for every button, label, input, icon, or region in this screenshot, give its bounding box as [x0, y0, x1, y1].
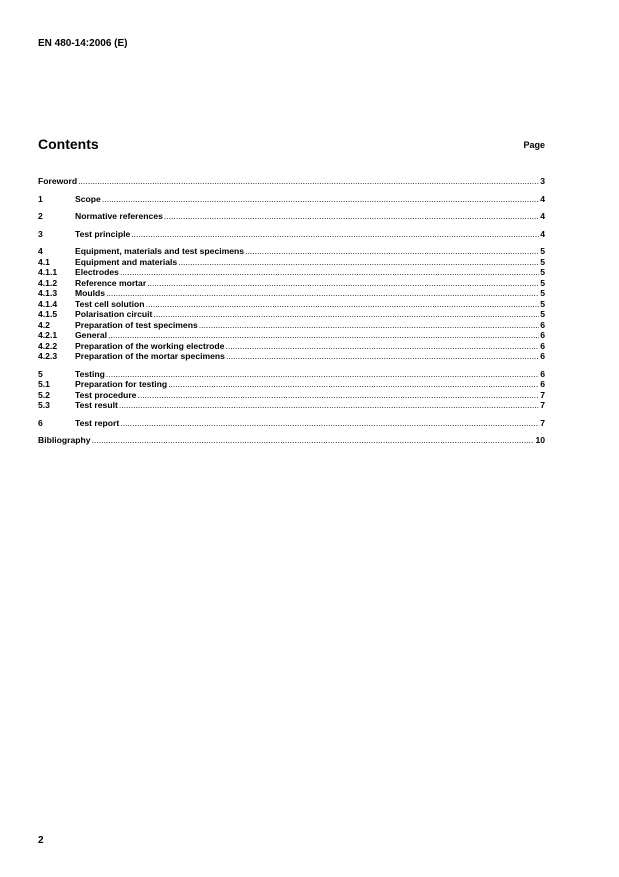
- toc-page: 6: [540, 340, 545, 351]
- document-identifier: EN 480-14:2006 (E): [38, 38, 128, 49]
- dot-leader: [147, 278, 539, 289]
- toc-entry-testing[interactable]: [38, 369, 545, 380]
- toc-number: 5.3: [38, 400, 50, 410]
- toc-title: General: [75, 330, 108, 340]
- dot-leader: [106, 288, 539, 299]
- toc-entry-moulds[interactable]: [38, 288, 545, 299]
- toc-entry-bibliography[interactable]: [38, 435, 545, 446]
- toc-entry-equipment-and-materials[interactable]: [38, 257, 545, 268]
- toc-number: 5.2: [38, 389, 50, 400]
- toc-entry-test-result[interactable]: [38, 400, 545, 411]
- toc-title: Polarisation circuit: [75, 309, 153, 319]
- dot-leader: [153, 309, 539, 320]
- toc-entry-test-cell-solution[interactable]: [38, 299, 545, 310]
- toc-number: 4.1.3: [38, 288, 58, 298]
- dot-leader: [131, 229, 539, 240]
- toc-title: Test result: [75, 400, 118, 410]
- toc-number: 6: [38, 417, 43, 428]
- toc-title: Foreword: [38, 176, 78, 186]
- dot-leader: [199, 320, 539, 331]
- table-of-contents: [38, 176, 545, 446]
- dot-leader: [225, 341, 539, 352]
- toc-number: 4.2: [38, 319, 50, 330]
- toc-entry-preparation-mortar-specimens[interactable]: [38, 351, 545, 362]
- toc-page: 4: [540, 211, 545, 221]
- toc-page: 6: [540, 368, 545, 379]
- dot-leader: [120, 267, 539, 278]
- toc-entry-equipment-materials-specimens[interactable]: [38, 246, 545, 257]
- toc-title: Normative references: [75, 211, 163, 221]
- toc-page: 3: [540, 176, 545, 186]
- toc-number: 4.1.2: [38, 277, 58, 288]
- toc-page: 7: [540, 400, 545, 410]
- dot-leader: [119, 400, 539, 411]
- toc-number: 4: [38, 246, 43, 256]
- toc-page: 5: [540, 298, 545, 309]
- toc-number: 4.1: [38, 256, 50, 267]
- toc-number: 1: [38, 193, 43, 204]
- toc-entry-normative-references[interactable]: [38, 211, 545, 222]
- toc-entry-reference-mortar[interactable]: [38, 278, 545, 289]
- toc-page: 4: [540, 193, 545, 204]
- dot-leader: [168, 379, 539, 390]
- toc-title: Preparation of the working electrode: [75, 340, 225, 351]
- toc-title: Test principle: [75, 228, 131, 239]
- toc-page: 4: [540, 228, 545, 239]
- toc-number: 4.1.1: [38, 267, 58, 277]
- dot-leader: [106, 369, 539, 380]
- toc-title: Test cell solution: [75, 298, 145, 309]
- toc-title: Moulds: [75, 288, 106, 298]
- toc-page: 7: [540, 389, 545, 400]
- toc-page: 10: [535, 435, 545, 445]
- toc-entry-test-report[interactable]: [38, 418, 545, 429]
- page-column-heading: Page: [523, 140, 545, 150]
- dot-leader: [226, 351, 539, 362]
- toc-title: Electrodes: [75, 267, 119, 277]
- toc-page: 5: [540, 256, 545, 267]
- toc-number: 4.2.1: [38, 330, 58, 340]
- toc-title: Scope: [75, 193, 101, 204]
- toc-title: Preparation of the mortar specimens: [75, 351, 225, 361]
- toc-page: 5: [540, 288, 545, 298]
- toc-number: 5: [38, 368, 43, 379]
- toc-page: 5: [540, 277, 545, 288]
- toc-number: 4.1.4: [38, 298, 58, 309]
- toc-entry-general[interactable]: [38, 330, 545, 341]
- contents-heading: Contents: [38, 136, 99, 152]
- dot-leader: [146, 299, 540, 310]
- toc-page: 6: [540, 379, 545, 389]
- toc-title: Preparation of test specimens: [75, 319, 198, 330]
- toc-number: 3: [38, 228, 43, 239]
- toc-title: Testing: [75, 368, 105, 379]
- toc-page: 6: [540, 351, 545, 361]
- toc-entry-scope[interactable]: [38, 194, 545, 205]
- toc-title: Test procedure: [75, 389, 137, 400]
- toc-number: 4.2.3: [38, 351, 58, 361]
- toc-page: 7: [540, 417, 545, 428]
- dot-leader: [178, 257, 539, 268]
- dot-leader: [120, 418, 539, 429]
- toc-number: 4.1.5: [38, 309, 58, 319]
- toc-page: 5: [540, 309, 545, 319]
- page-number: 2: [38, 835, 44, 846]
- toc-entry-electrodes[interactable]: [38, 267, 545, 278]
- toc-page: 6: [540, 330, 545, 340]
- toc-page: 6: [540, 319, 545, 330]
- toc-title: Equipment, materials and test specimens: [75, 246, 245, 256]
- toc-entry-polarisation-circuit[interactable]: [38, 309, 545, 320]
- dot-leader: [102, 194, 539, 205]
- toc-page: 5: [540, 246, 545, 256]
- toc-title: Equipment and materials: [75, 256, 178, 267]
- dot-leader: [108, 330, 539, 341]
- toc-title: Bibliography: [38, 435, 91, 445]
- toc-number: 4.2.2: [38, 340, 58, 351]
- toc-number: 5.1: [38, 379, 50, 389]
- toc-title: Test report: [75, 417, 120, 428]
- toc-entry-preparation-of-test-specimens[interactable]: [38, 320, 545, 331]
- dot-leader: [245, 246, 539, 257]
- toc-page: 5: [540, 267, 545, 277]
- toc-entry-test-procedure[interactable]: [38, 390, 545, 401]
- toc-entry-preparation-working-electrode[interactable]: [38, 341, 545, 352]
- dot-leader: [78, 176, 539, 187]
- toc-entry-test-principle[interactable]: [38, 229, 545, 240]
- toc-entry-foreword[interactable]: [38, 176, 545, 187]
- toc-title: Reference mortar: [75, 277, 147, 288]
- dot-leader: [92, 435, 535, 446]
- dot-leader: [137, 390, 539, 401]
- toc-title: Preparation for testing: [75, 379, 168, 389]
- dot-leader: [164, 211, 539, 222]
- toc-number: 2: [38, 211, 43, 221]
- toc-entry-preparation-for-testing[interactable]: [38, 379, 545, 390]
